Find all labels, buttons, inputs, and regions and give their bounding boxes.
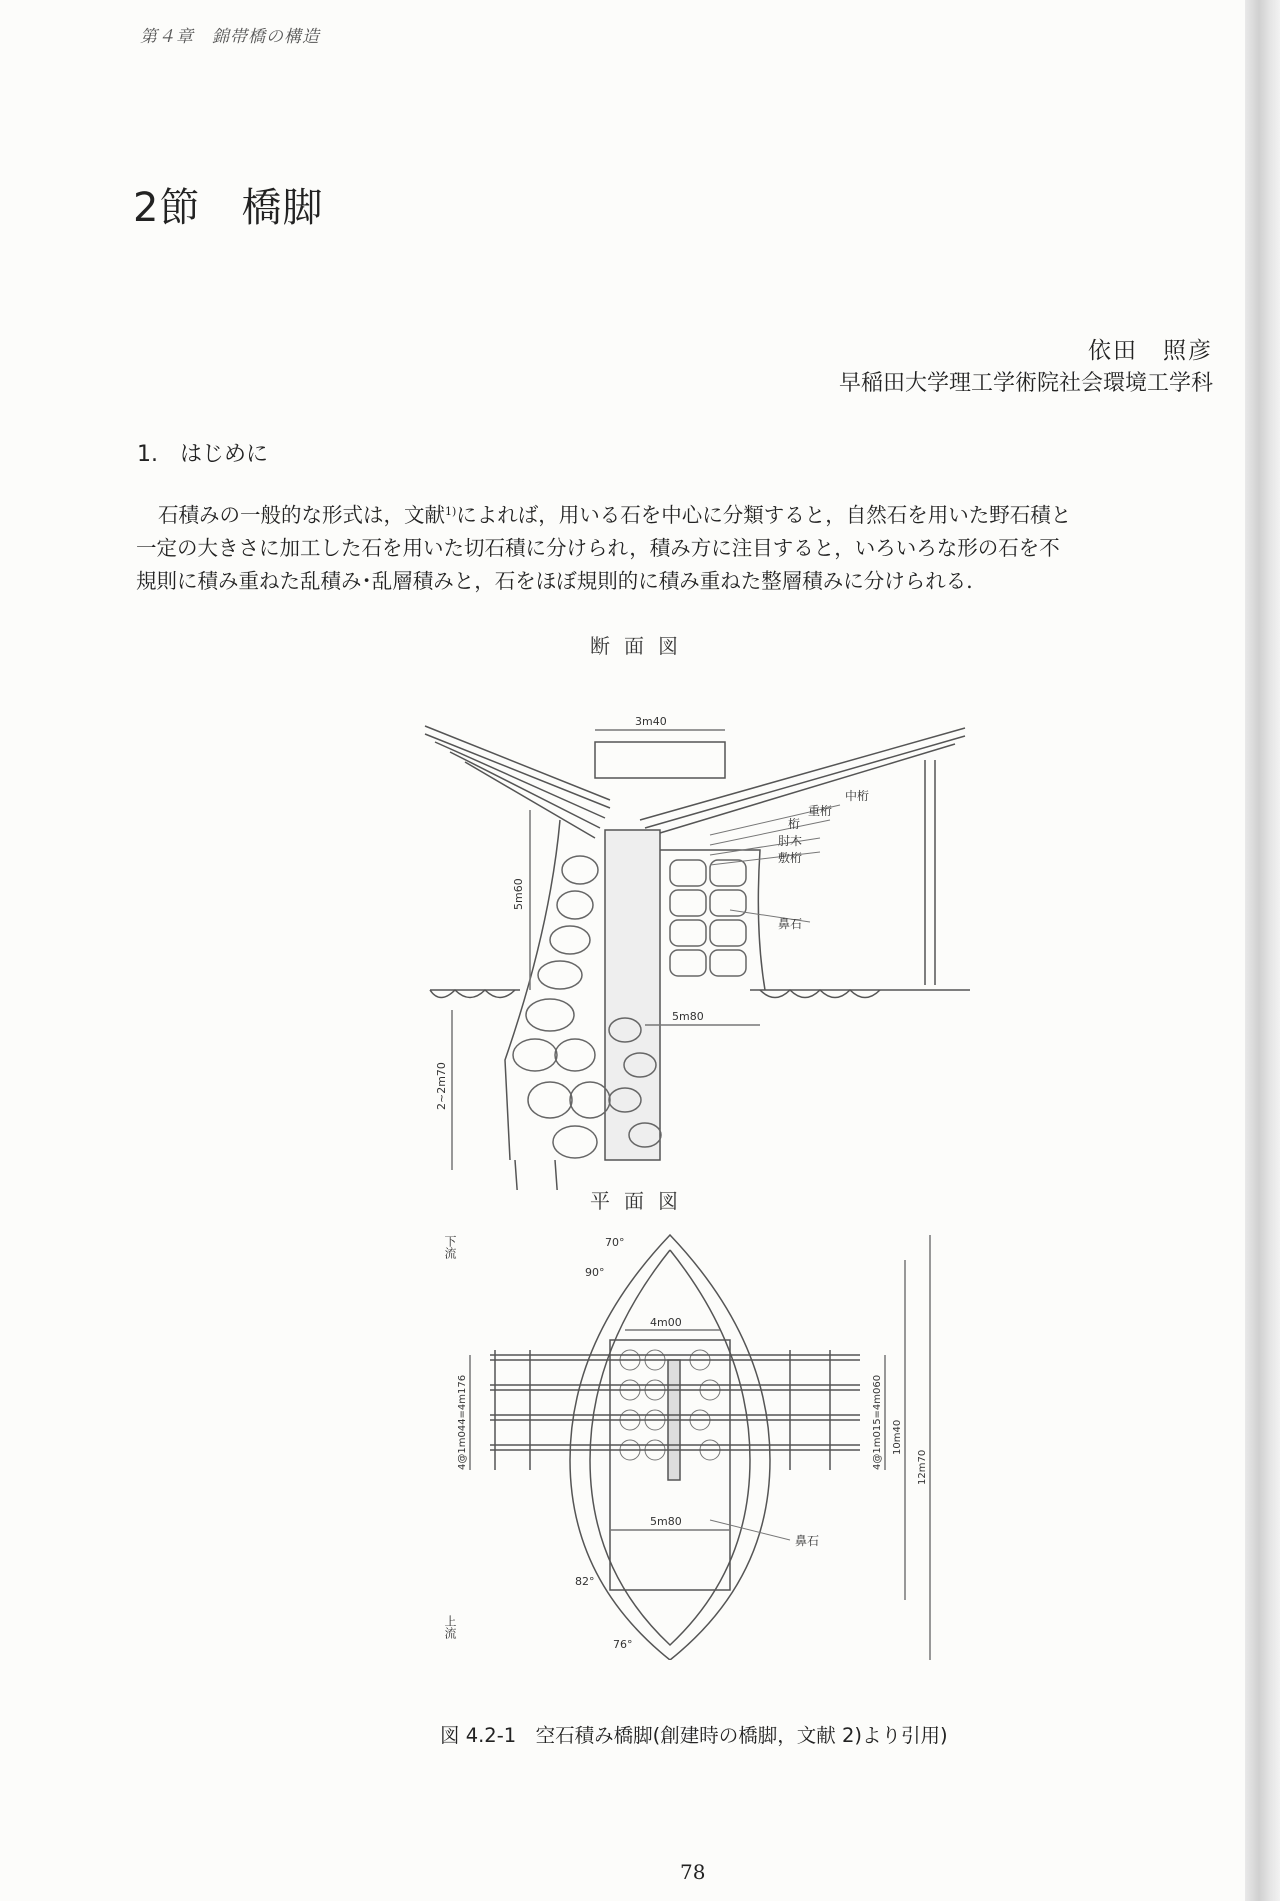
plan-label-hana-ishi: 鼻石 <box>795 1534 820 1548</box>
section-label-hana-ishi: 鼻石 <box>778 917 803 931</box>
section-label-kasane-keta: 重桁 <box>808 804 833 818</box>
body-line-1-a: 石積みの一般的な形式は，文献 <box>158 503 445 527</box>
body-line-3: 規則に積み重ねた乱積み･乱層積みと，石をほぼ規則的に積み重ねた整層積みに分けられる． <box>136 569 987 593</box>
author-name: 依田 照彦 <box>1088 338 1213 364</box>
plan-label-right-dim2: 10m40 <box>892 1419 903 1455</box>
plan-view-heading: 平面図 <box>590 1189 692 1213</box>
reference-mark: 1) <box>445 505 457 518</box>
page-edge-shadow <box>1245 0 1280 1901</box>
plan-label-left-dim: 4@1m044=4m176 <box>457 1374 468 1470</box>
section-label-top-width: 3m40 <box>635 715 667 728</box>
section-label-depth: 2~2m70 <box>435 1062 448 1110</box>
plan-label-angle-bottom-outer: 76° <box>613 1638 633 1651</box>
section-label-shiki-keta: 敷桁 <box>778 851 803 865</box>
figure-caption: 図 4.2-1 空石積み橋脚(創建時の橋脚，文献 2)より引用) <box>440 1724 948 1747</box>
figure-bridge-pier <box>410 630 980 1665</box>
section-view-drawing <box>410 670 980 1190</box>
plan-view-drawing <box>410 1220 980 1660</box>
plan-label-width-top: 4m00 <box>650 1316 682 1329</box>
subsection-title: 1. はじめに <box>137 442 268 467</box>
plan-label-upstream: 上流 <box>443 1615 457 1639</box>
page-number: 78 <box>680 1860 706 1884</box>
section-view-heading: 断面図 <box>590 634 692 658</box>
section-label-naka-keta: 中桁 <box>845 789 870 803</box>
plan-label-right-dim1: 4@1m015=4m060 <box>872 1374 883 1470</box>
section-title: 2節 橋脚 <box>133 185 324 231</box>
body-paragraph <box>136 495 1251 598</box>
plan-label-width-bottom: 5m80 <box>650 1515 682 1528</box>
body-line-2: 一定の大きさに加工した石を用いた切石積に分けられ，積み方に注目すると，いろいろな形の石を不 <box>136 536 1060 560</box>
section-label-height: 5m60 <box>512 878 525 910</box>
plan-label-right-dim3: 12m70 <box>917 1449 928 1485</box>
chapter-header: 第４章 錦帯橋の構造 <box>140 27 320 47</box>
section-label-hijiki: 肘木 <box>778 834 803 848</box>
body-line-1-b: によれば，用いる石を中心に分類すると，自然石を用いた野石積と <box>456 503 1072 527</box>
plan-label-angle-top-inner: 90° <box>585 1266 605 1279</box>
body-line-1 <box>136 495 1251 532</box>
section-label-base-width: 5m80 <box>672 1010 704 1023</box>
plan-label-downstream: 下流 <box>443 1235 457 1259</box>
author-affiliation: 早稲田大学理工学術院社会環境工学科 <box>838 371 1213 396</box>
plan-label-angle-top-outer: 70° <box>605 1236 625 1249</box>
plan-label-angle-bottom-inner: 82° <box>575 1575 595 1588</box>
section-label-keta: 桁 <box>788 817 801 831</box>
